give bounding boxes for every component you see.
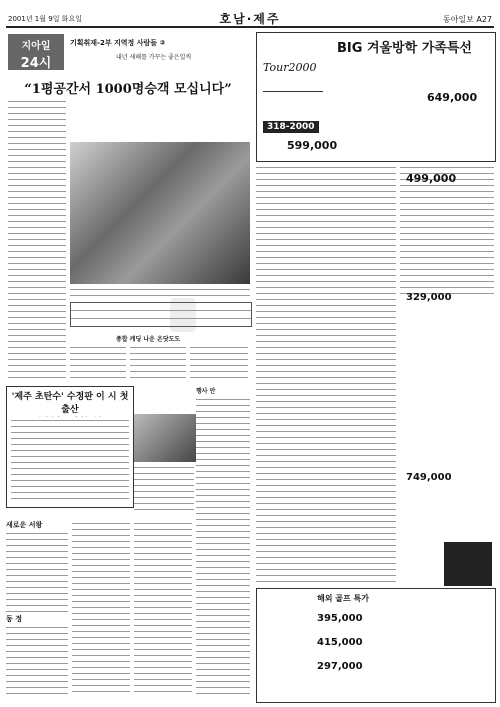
section-title: 호남·제주 (219, 12, 281, 26)
article-text (72, 520, 130, 696)
ad-phone: 318-2000 (263, 121, 319, 133)
masthead (6, 6, 494, 28)
series-title: 기획취재-2부 지역정 사람들 ② (70, 39, 166, 47)
ad-price: 395,000 (317, 613, 363, 624)
info-table (70, 302, 252, 327)
photo-caption (70, 286, 250, 298)
ad-price: 329,000 (406, 292, 452, 303)
story2-headline: '제주 초탄수' 수정판 이 시 첫 출산 (11, 392, 129, 415)
travel-ad[interactable] (256, 32, 496, 162)
news-column (6, 32, 250, 701)
sk-logo-icon (444, 542, 492, 586)
article-text (134, 464, 194, 512)
travel-listings (256, 164, 494, 584)
feature-headline: “1평공간서 1000명승객 모십니다” (24, 82, 232, 97)
events-list (196, 396, 250, 696)
ad-price: 499,000 (406, 172, 457, 185)
ad-price: 599,000 (287, 139, 338, 152)
ad-price: 649,000 (427, 91, 478, 104)
badge-bottom: 24시 (20, 56, 52, 71)
byline: 내년 새해를 가꾸는 좋은일씩 (116, 54, 192, 61)
series-badge (8, 34, 64, 70)
article-text (190, 344, 248, 380)
feature-photo (70, 142, 250, 284)
article-text (130, 344, 186, 380)
tour-logo: Tour2000 (263, 61, 323, 92)
events-header: 행사 안 (196, 388, 216, 395)
article-text (6, 530, 68, 612)
article-text (8, 98, 66, 380)
article-text (70, 344, 126, 380)
people-header: 동 정 (6, 615, 22, 623)
article-text (6, 624, 68, 696)
article-text (11, 417, 129, 503)
listing-text (256, 164, 396, 584)
golf-ad[interactable] (256, 588, 496, 703)
article-subhead: 종합 캐딩 나운 온닷도도 (116, 336, 181, 343)
story2-photo (134, 414, 198, 462)
ad-column (256, 32, 494, 701)
article-text (134, 520, 192, 696)
ad-price: 297,000 (317, 661, 363, 672)
local-news-header: 새로운 서왕 (6, 521, 43, 529)
newspaper-page (6, 6, 494, 701)
ad-big-header: BIG 겨울방학 가족특선 (337, 41, 472, 56)
ad-price: 415,000 (317, 637, 363, 648)
badge-top: 지아일 (21, 41, 51, 52)
page-number: 동아일보 A27 (442, 15, 492, 24)
date-line: 2001년 1월 9일 화요일 (8, 15, 82, 23)
golf-ad-header: 해외 골프 특가 (317, 594, 369, 603)
story2-box (6, 386, 134, 508)
ad-price: 749,000 (406, 472, 452, 483)
